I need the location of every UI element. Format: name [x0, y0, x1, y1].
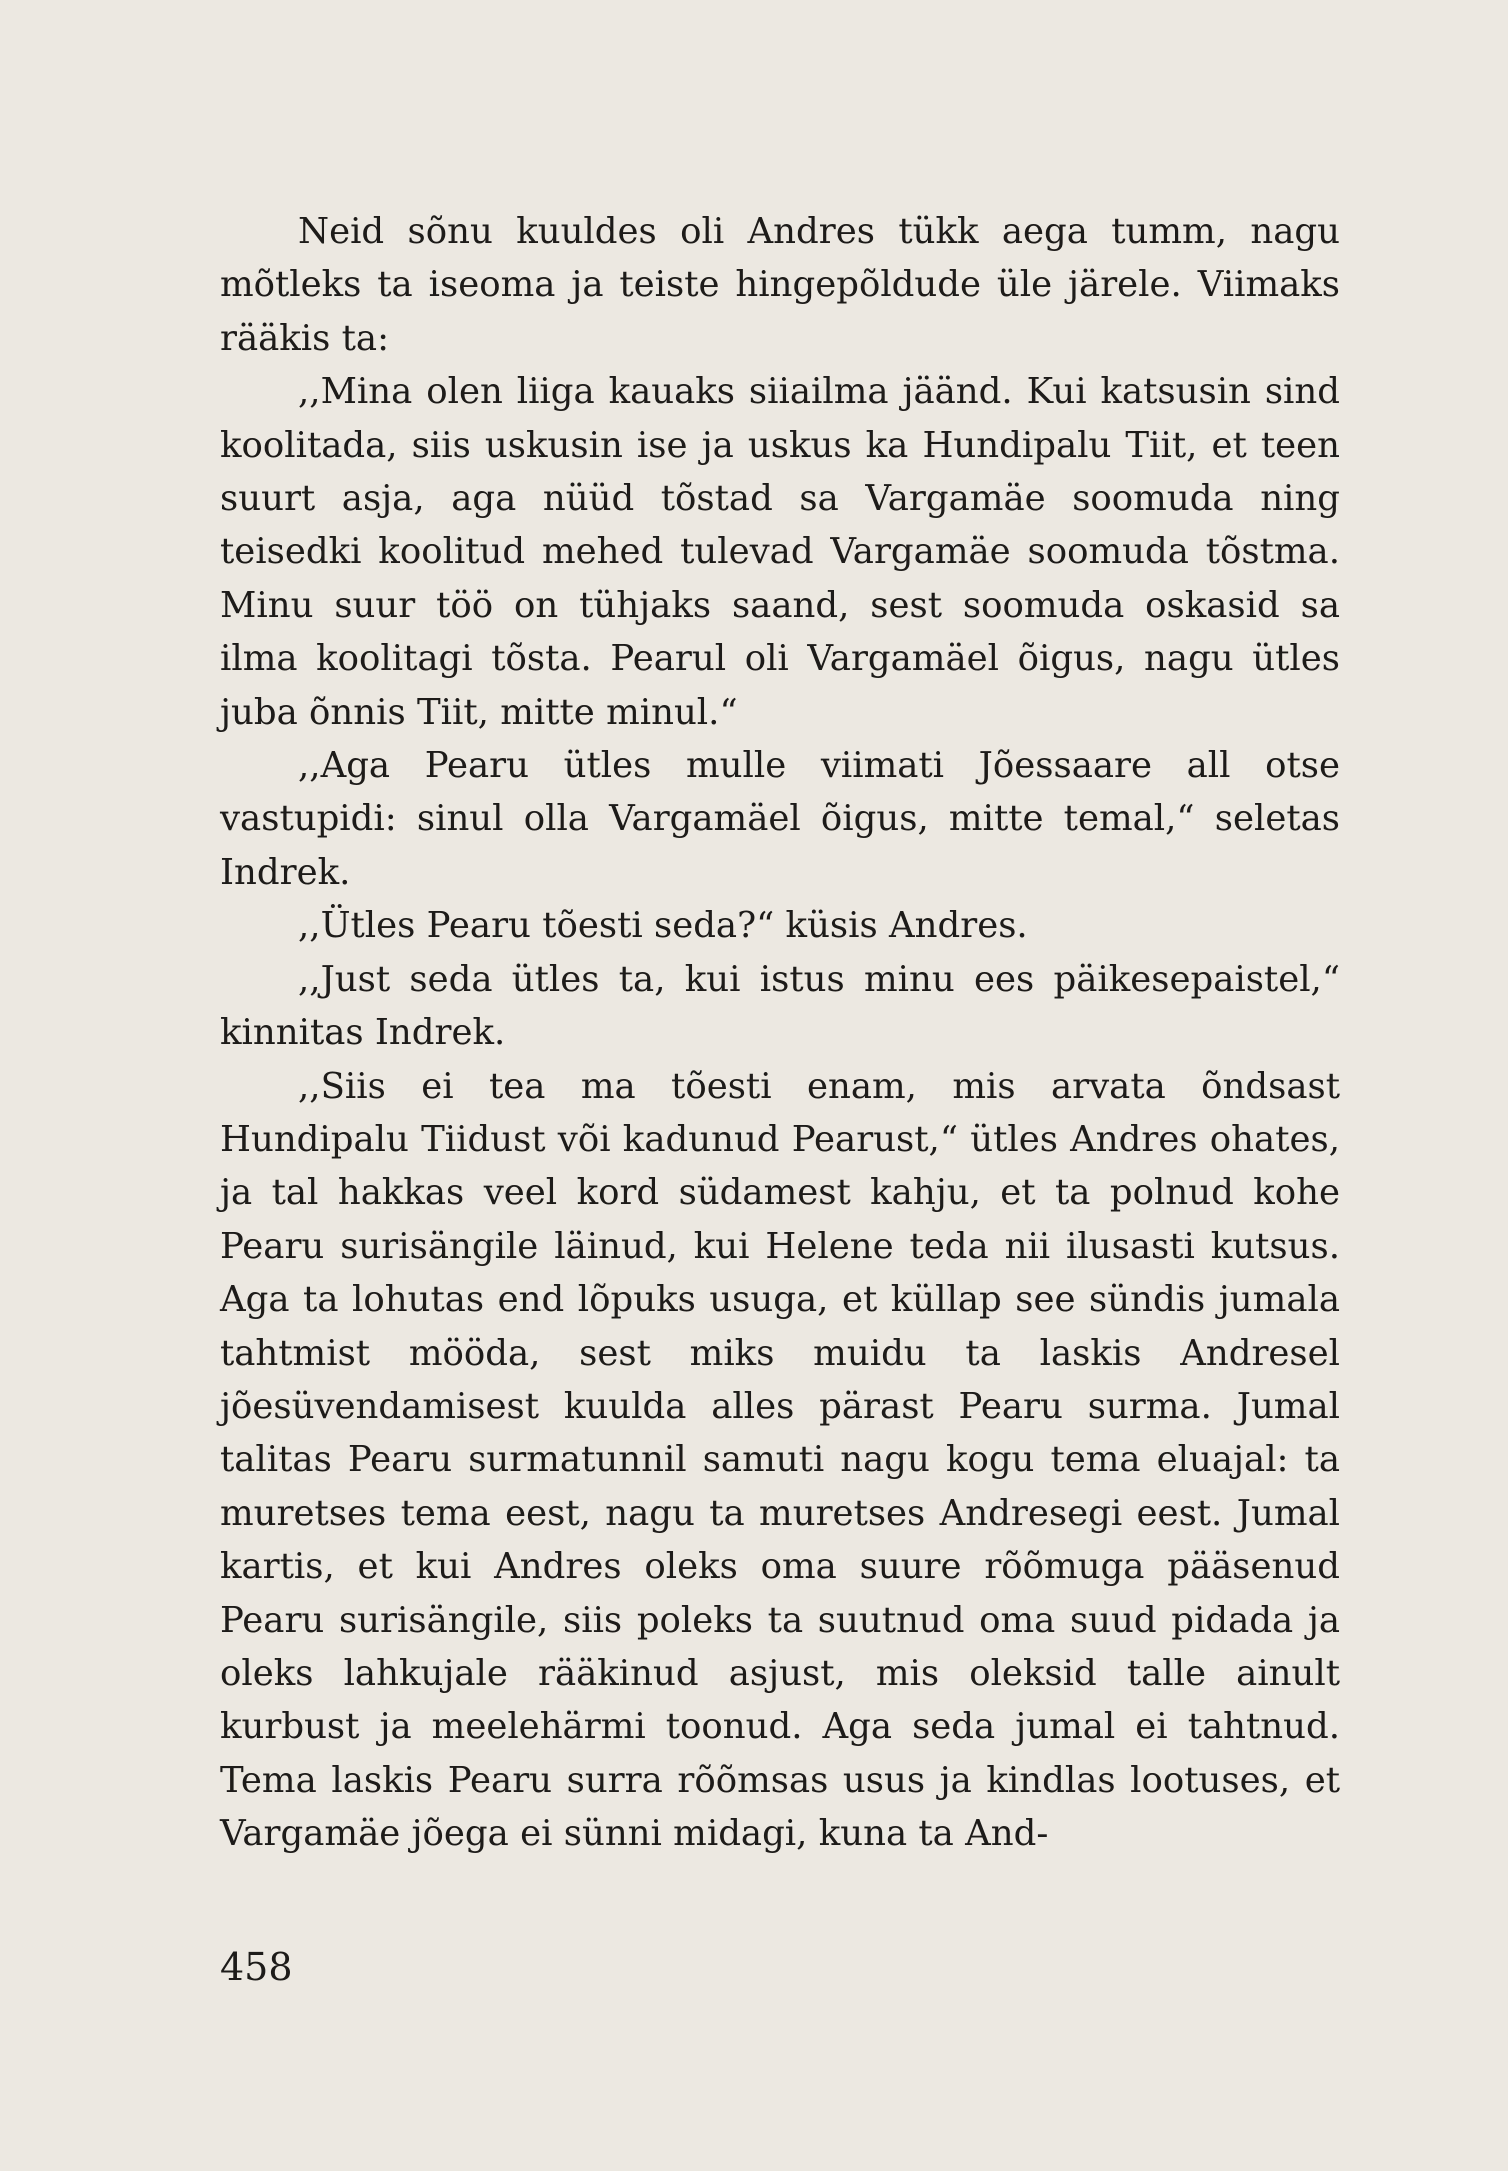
body-text: [220, 205, 1340, 1861]
paragraph-4: ,,Ütles Pearu tõesti seda?“ küsis Andres.: [298, 905, 1028, 947]
page-number: 458: [220, 1945, 293, 1989]
paragraph-6: ,,Siis ei tea ma tõesti enam, mis arvata õndsast Hundipalu Tiidust või kadunud Pearust,“ ütles Andres ohates, ja tal hakkas veel kord südamest kahju, et ta polnud kohe Pearu surisängile läinud, kui Helene teda nii ilusasti kutsus. Aga ta lohutas end lõpuks usuga, et küllap see sündis jumala tahtmist mööda, sest miks muidu ta laskis Andresel jõesüvendamisest kuulda alles pärast Pearu surma. Jumal talitas Pearu surmatunnil samuti nagu kogu tema eluajal: ta muretses tema eest, nagu ta muretses Andresegi eest. Jumal kartis, et kui Andres oleks oma suure rõõmuga pääsenud Pearu surisängile, siis poleks ta suutnud oma suud pidada ja oleks lahkujale rääkinud asjust, mis oleksid talle ainult kurbust ja meelehärmi toonud. Aga seda jumal ei tahtnud. Tema laskis Pearu surra rõõmsas usus ja kindlas lootuses, et Vargamäe jõega ei sünni midagi, kuna ta And-: [220, 1065, 1340, 1855]
paragraph-1: Neid sõnu kuuldes oli Andres tükk aega tumm, nagu mõtleks ta iseoma ja teiste hingepõldude üle järele. Viimaks rääkis ta:: [220, 211, 1340, 359]
paragraph-5: ,,Just seda ütles ta, kui istus minu ees päikesepaistel,“ kinnitas Indrek.: [220, 958, 1340, 1054]
paragraph-3: ,,Aga Pearu ütles mulle viimati Jõessaare all otse vastupidi: sinul olla Vargamäel õigus, mitte temal,“ seletas Indrek.: [220, 745, 1340, 893]
paragraph-2: ,,Mina olen liiga kauaks siiailma jäänd. Kui katsusin sind koolitada, siis uskusin ise ja uskus ka Hundipalu Tiit, et teen suurt asja, aga nüüd tõstad sa Vargamäe soomuda ning teisedki koolitud mehed tulevad Vargamäe soomuda tõstma. Minu suur töö on tühjaks saand, sest soomuda oskasid sa ilma koolitagi tõsta. Pearul oli Vargamäel õigus, nagu ütles juba õnnis Tiit, mitte minul.“: [220, 371, 1340, 733]
